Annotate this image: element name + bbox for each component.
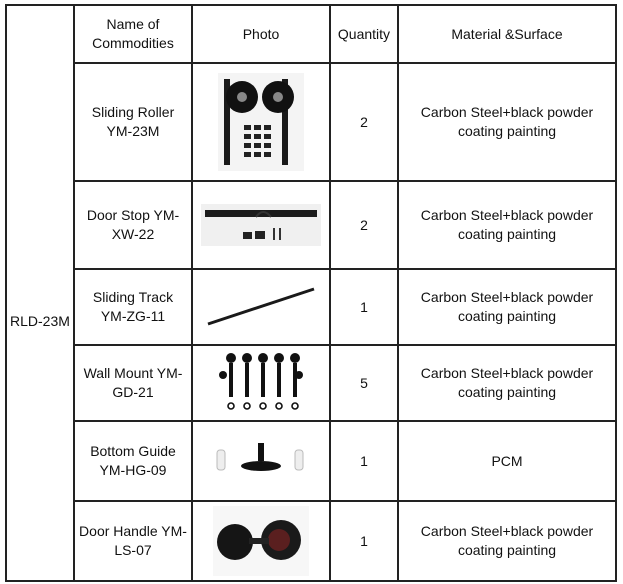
item-material: Carbon Steel+black powder coating painting [398, 269, 616, 345]
item-material: Carbon Steel+black powder coating painting [398, 181, 616, 269]
item-quantity: 5 [330, 345, 398, 421]
sliding-roller-photo [218, 73, 304, 171]
item-name: Sliding Track YM-ZG-11 [74, 269, 192, 345]
product-spec-table [5, 4, 617, 582]
item-quantity: 1 [330, 421, 398, 501]
bottom-guide-photo [211, 440, 311, 482]
header-name: Name of Commodities [74, 5, 192, 63]
header-photo: Photo [192, 5, 330, 63]
photo-cell [192, 345, 330, 421]
photo-cell [192, 269, 330, 345]
table-row [6, 269, 616, 345]
item-quantity: 1 [330, 269, 398, 345]
table-row [6, 421, 616, 501]
table-row [6, 501, 616, 581]
item-quantity: 2 [330, 63, 398, 181]
item-material: PCM [398, 421, 616, 501]
item-material: Carbon Steel+black powder coating painting [398, 501, 616, 581]
photo-cell [192, 501, 330, 581]
wall-mount-photo [219, 351, 303, 415]
table-row [6, 63, 616, 181]
item-quantity: 2 [330, 181, 398, 269]
item-name: Door Handle YM- LS-07 [74, 501, 192, 581]
door-stop-photo [201, 204, 321, 246]
door-handle-photo [213, 506, 309, 576]
sliding-track-photo [205, 286, 317, 328]
photo-cell [192, 421, 330, 501]
item-name: Bottom Guide YM-HG-09 [74, 421, 192, 501]
item-name: Door Stop YM- XW-22 [74, 181, 192, 269]
photo-cell [192, 181, 330, 269]
blank-corner-cell [6, 5, 74, 63]
item-name: Wall Mount YM- GD-21 [74, 345, 192, 421]
table-row [6, 181, 616, 269]
header-quantity: Quantity [330, 5, 398, 63]
item-material: Carbon Steel+black powder coating painting [398, 345, 616, 421]
model-cell: RLD-23M [6, 63, 74, 581]
item-quantity: 1 [330, 501, 398, 581]
item-material: Carbon Steel+black powder coating painting [398, 63, 616, 181]
header-material: Material &Surface [398, 5, 616, 63]
table-row [6, 345, 616, 421]
item-name: Sliding Roller YM-23M [74, 63, 192, 181]
photo-cell [192, 63, 330, 181]
header-row [6, 5, 616, 63]
